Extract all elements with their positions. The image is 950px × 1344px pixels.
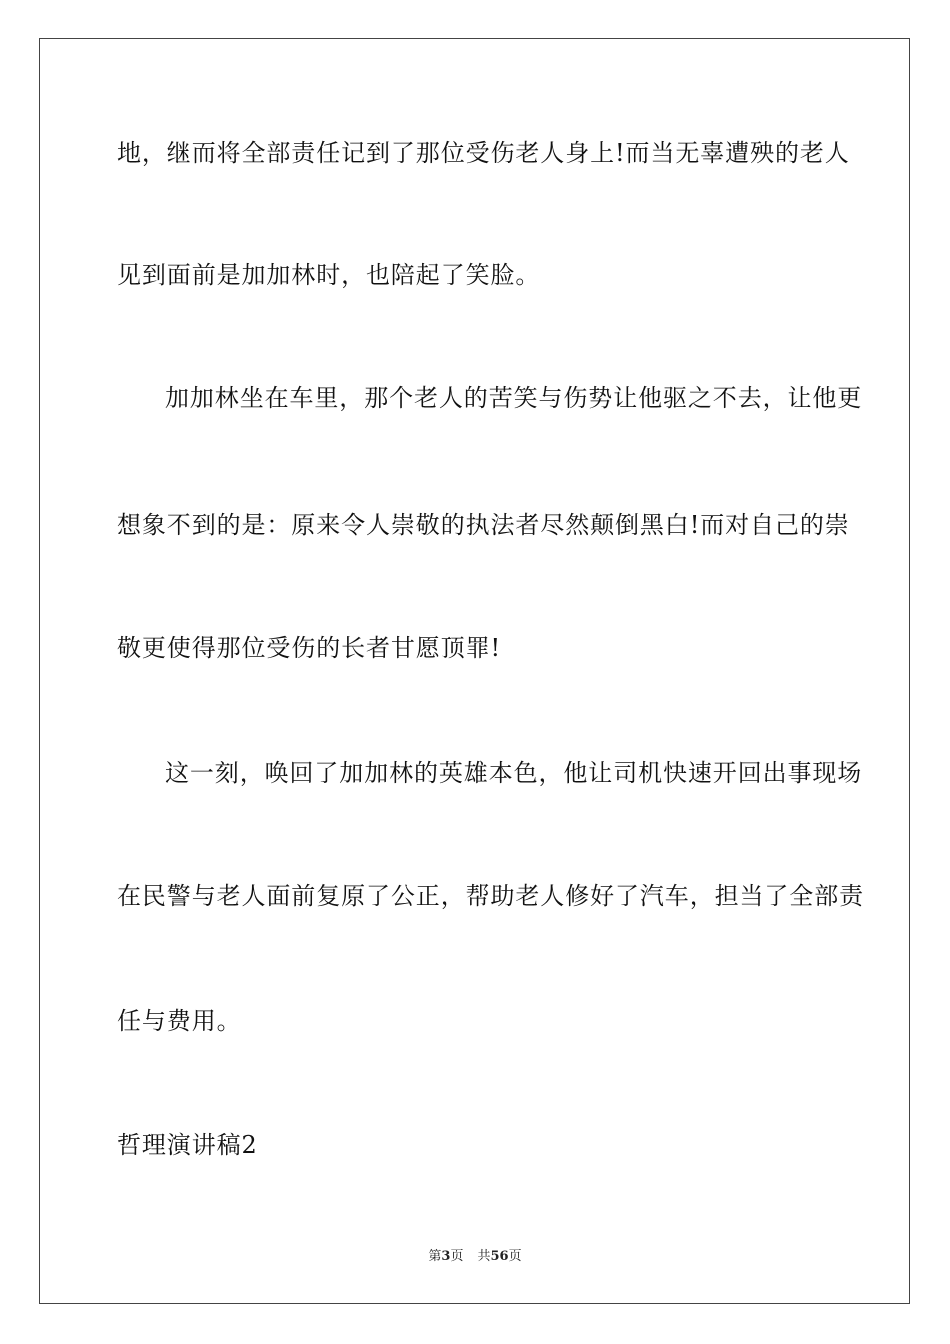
page-label-suffix: 页 xyxy=(450,1249,464,1264)
body-text-line: 敬更使得那位受伤的长者甘愿顶罪! xyxy=(117,634,502,662)
body-text-line: 任与费用。 xyxy=(117,1007,242,1035)
page-label-prefix: 第 xyxy=(428,1249,442,1264)
body-text-line: 见到面前是加加林时，也陪起了笑脸。 xyxy=(117,261,541,289)
body-text-line: 想象不到的是：原来令人崇敬的执法者尽然颠倒黑白!而对自己的崇 xyxy=(117,511,850,539)
body-text-line: 这一刻，唤回了加加林的英雄本色，他让司机快速开回出事现场 xyxy=(165,759,863,787)
total-label-prefix: 共 xyxy=(477,1249,491,1264)
body-text-line: 地，继而将全部责任记到了那位受伤老人身上!而当无辜遭殃的老人 xyxy=(117,139,850,167)
body-text-line: 加加林坐在车里，那个老人的苦笑与伤势让他驱之不去，让他更 xyxy=(165,384,863,412)
page-total: 56 xyxy=(490,1249,509,1264)
total-label-suffix: 页 xyxy=(508,1249,522,1264)
section-heading: 哲理演讲稿2 xyxy=(117,1131,258,1159)
body-text-line: 在民警与老人面前复原了公正，帮助老人修好了汽车，担当了全部责 xyxy=(117,882,864,910)
page-number: 3 xyxy=(441,1249,451,1264)
page-border xyxy=(39,38,910,1304)
page-footer xyxy=(0,1248,950,1266)
